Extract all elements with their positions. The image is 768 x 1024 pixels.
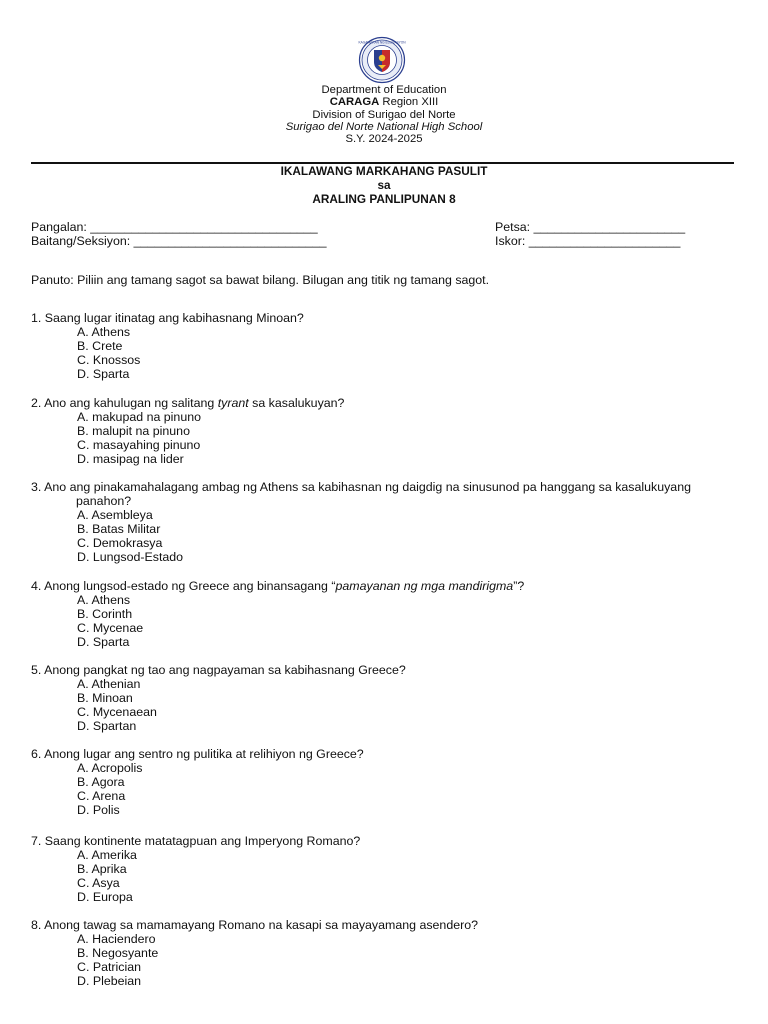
- choice-c[interactable]: C. Demokrasya: [77, 536, 163, 550]
- choice-a[interactable]: A. Athenian: [77, 677, 141, 691]
- choice-b[interactable]: B. malupit na pinuno: [77, 424, 190, 438]
- exam-title-line3: ARALING PANLIPUNAN 8: [312, 192, 456, 206]
- choice-b[interactable]: B. Corinth: [77, 607, 133, 621]
- question-3: [31, 480, 731, 564]
- instructions: Panuto: Piliin ang tamang sagot sa bawat bilang. Bilugan ang titik ng tamang sagot.: [31, 273, 490, 287]
- choice-b[interactable]: B. Negosyante: [77, 946, 159, 960]
- choice-a[interactable]: A. Acropolis: [77, 761, 143, 775]
- question-stem-pre: 2. Ano ang kahulugan ng salitang: [31, 396, 218, 410]
- region-line: [0, 96, 768, 108]
- choice-c[interactable]: C. Knossos: [77, 353, 141, 367]
- question-stem: 7. Saang kontinente matatagpuan ang Imperyong Romano?: [31, 834, 361, 848]
- choice-b[interactable]: B. Crete: [77, 339, 123, 353]
- choice-c[interactable]: C. Asya: [77, 876, 120, 890]
- choice-a[interactable]: A. Athens: [77, 593, 131, 607]
- school-name: Surigao del Norte National High School: [285, 120, 483, 133]
- choice-a[interactable]: A. makupad na pinuno: [77, 410, 201, 424]
- choice-d[interactable]: D. Sparta: [77, 367, 130, 381]
- question-stem: 1. Saang lugar itinatag ang kabihasnang Minoan?: [31, 311, 304, 325]
- question-7: [31, 834, 731, 904]
- question-1: [31, 311, 731, 381]
- question-stem-emphasis: tyrant: [217, 396, 249, 410]
- choice-c[interactable]: C. Mycenaean: [77, 705, 157, 719]
- region-rest: Region XIII: [379, 96, 439, 109]
- choice-a[interactable]: A. Haciendero: [77, 932, 156, 946]
- department-name: Department of Education: [321, 84, 447, 96]
- question-stem: [31, 396, 731, 410]
- question-stem: 8. Anong tawag sa mamamayang Romano na kasapi sa mayayamang asendero?: [31, 918, 479, 932]
- date-field[interactable]: Petsa: ______________________: [495, 220, 686, 234]
- choice-d[interactable]: D. Polis: [77, 803, 120, 817]
- school-header: [0, 84, 768, 145]
- question-4: [31, 579, 731, 649]
- name-field[interactable]: Pangalan: _________________________________: [31, 220, 318, 234]
- question-stem-post: ”?: [513, 579, 525, 593]
- choice-a[interactable]: A. Asembleya: [77, 508, 153, 522]
- choice-d[interactable]: D. masipag na lider: [77, 452, 184, 466]
- choice-b[interactable]: B. Minoan: [77, 691, 133, 705]
- choice-b[interactable]: B. Batas Militar: [77, 522, 161, 536]
- question-5: [31, 663, 731, 733]
- question-stem: 3. Ano ang pinakamahalagang ambag ng Athens sa kabihasnan ng daigdig na sinusunod pa hanggang sa kasalukuyang: [31, 480, 691, 494]
- question-stem-emphasis: pamayanan ng mga mandirigma: [335, 579, 514, 593]
- choice-d[interactable]: D. Sparta: [77, 635, 130, 649]
- question-stem-continuation: panahon?: [76, 494, 132, 508]
- svg-text:KAGAWARAN NG EDUKASYON: KAGAWARAN NG EDUKASYON: [358, 40, 406, 45]
- question-stem-post: sa kasalukuyan?: [248, 396, 345, 410]
- question-6: [31, 747, 731, 817]
- choice-c[interactable]: C. masayahing pinuno: [77, 438, 201, 452]
- question-8: [31, 918, 731, 988]
- choice-c[interactable]: C. Patrician: [77, 960, 142, 974]
- exam-title-line2: sa: [377, 178, 391, 192]
- question-2: [31, 396, 731, 466]
- school-year: S.Y. 2024-2025: [345, 133, 423, 146]
- choice-d[interactable]: D. Spartan: [77, 719, 137, 733]
- choice-b[interactable]: B. Agora: [77, 775, 125, 789]
- grade-section-field[interactable]: Baitang/Seksiyon: ____________________________: [31, 234, 327, 248]
- question-stem-pre: 4. Anong lungsod-estado ng Greece ang binansagang “: [31, 579, 336, 593]
- deped-seal-logo: [355, 36, 409, 84]
- question-stem: [31, 579, 731, 593]
- choice-d[interactable]: D. Plebeian: [77, 974, 142, 988]
- choice-a[interactable]: A. Athens: [77, 325, 131, 339]
- choice-a[interactable]: A. Amerika: [77, 848, 137, 862]
- choice-d[interactable]: D. Lungsod-Estado: [77, 550, 184, 564]
- choice-c[interactable]: C. Mycenae: [77, 621, 144, 635]
- question-stem: 5. Anong pangkat ng tao ang nagpayaman sa kabihasnang Greece?: [31, 663, 406, 677]
- exam-title: [0, 164, 768, 206]
- choice-c[interactable]: C. Arena: [77, 789, 126, 803]
- choice-b[interactable]: B. Aprika: [77, 862, 127, 876]
- question-stem: 6. Anong lugar ang sentro ng pulitika at relihiyon ng Greece?: [31, 747, 364, 761]
- score-field[interactable]: Iskor: ______________________: [495, 234, 681, 248]
- region-bold: CARAGA: [329, 96, 380, 109]
- exam-title-line1: IKALAWANG MARKAHANG PASULIT: [280, 164, 488, 178]
- division-name: Division of Surigao del Norte: [312, 108, 456, 121]
- choice-d[interactable]: D. Europa: [77, 890, 133, 904]
